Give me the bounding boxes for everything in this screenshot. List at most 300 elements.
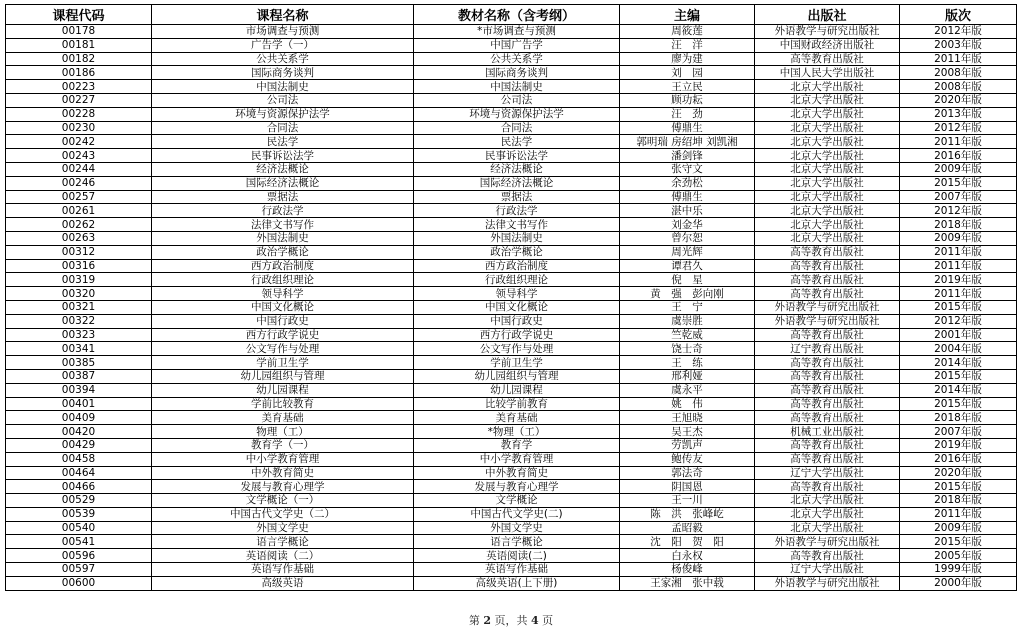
cell-course-name: 西方政治制度	[152, 259, 414, 273]
cell-textbook-name: 高级英语(上下册)	[414, 576, 620, 590]
cell-publisher: 北京大学出版社	[755, 107, 900, 121]
cell-edition: 2015年版	[900, 535, 1017, 549]
cell-course-name: 中国文化概论	[152, 300, 414, 314]
cell-course-name: 学前比较教育	[152, 397, 414, 411]
cell-course-code: 00596	[6, 549, 152, 563]
cell-publisher: 北京大学出版社	[755, 218, 900, 232]
cell-publisher: 北京大学出版社	[755, 494, 900, 508]
cell-edition: 2003年版	[900, 38, 1017, 52]
table-row	[6, 438, 1017, 452]
cell-course-name: 中小学教育管理	[152, 452, 414, 466]
cell-editor: 沈 阳 贺 阳	[620, 535, 755, 549]
table-row	[6, 466, 1017, 480]
course-textbook-table	[5, 4, 1017, 591]
table-row	[6, 480, 1017, 494]
cell-publisher: 北京大学出版社	[755, 521, 900, 535]
table-body	[6, 25, 1017, 591]
cell-course-name: 环境与资源保护法学	[152, 107, 414, 121]
cell-editor: 王 宁	[620, 300, 755, 314]
cell-edition: 2005年版	[900, 549, 1017, 563]
cell-textbook-name: 中国行政史	[414, 314, 620, 328]
cell-publisher: 北京大学出版社	[755, 121, 900, 135]
cell-course-name: 幼儿园课程	[152, 383, 414, 397]
cell-course-code: 00341	[6, 342, 152, 356]
cell-textbook-name: 中小学教育管理	[414, 452, 620, 466]
cell-course-code: 00541	[6, 535, 152, 549]
cell-editor: 王 练	[620, 356, 755, 370]
table-row	[6, 204, 1017, 218]
cell-course-name: 公文写作与处理	[152, 342, 414, 356]
cell-editor: 竺乾威	[620, 328, 755, 342]
cell-edition: 2016年版	[900, 149, 1017, 163]
cell-course-name: 中外教育简史	[152, 466, 414, 480]
cell-course-name: 合同法	[152, 121, 414, 135]
cell-editor: 阴国恩	[620, 480, 755, 494]
cell-textbook-name: *物理（工）	[414, 425, 620, 439]
cell-editor: 倪 星	[620, 273, 755, 287]
cell-editor: 王一川	[620, 494, 755, 508]
cell-textbook-name: 美育基础	[414, 411, 620, 425]
cell-course-code: 00263	[6, 231, 152, 245]
footer-current-page: 2	[483, 614, 491, 627]
cell-publisher: 辽宁教育出版社	[755, 342, 900, 356]
cell-textbook-name: 语言学概论	[414, 535, 620, 549]
cell-editor: 傅鼎生	[620, 190, 755, 204]
cell-course-code: 00401	[6, 397, 152, 411]
cell-publisher: 高等教育出版社	[755, 328, 900, 342]
table-row	[6, 25, 1017, 39]
cell-course-name: 政治学概论	[152, 245, 414, 259]
cell-course-name: 语言学概论	[152, 535, 414, 549]
cell-course-code: 00223	[6, 80, 152, 94]
cell-course-code: 00262	[6, 218, 152, 232]
cell-publisher: 北京大学出版社	[755, 507, 900, 521]
cell-edition: 2013年版	[900, 107, 1017, 121]
cell-editor: 劳凯声	[620, 438, 755, 452]
cell-textbook-name: 外国法制史	[414, 231, 620, 245]
cell-editor: 曾尔恕	[620, 231, 755, 245]
cell-editor: 孟昭毅	[620, 521, 755, 535]
cell-textbook-name: 政治学概论	[414, 245, 620, 259]
cell-textbook-name: 英语阅读(二)	[414, 549, 620, 563]
cell-publisher: 高等教育出版社	[755, 383, 900, 397]
cell-publisher: 中国财政经济出版社	[755, 38, 900, 52]
cell-textbook-name: 学前卫生学	[414, 356, 620, 370]
cell-textbook-name: 发展与教育心理学	[414, 480, 620, 494]
cell-textbook-name: 国际经济法概论	[414, 176, 620, 190]
cell-course-code: 00458	[6, 452, 152, 466]
cell-course-code: 00322	[6, 314, 152, 328]
header-edition: 版次	[900, 5, 1017, 25]
cell-course-name: 行政法学	[152, 204, 414, 218]
cell-course-code: 00321	[6, 300, 152, 314]
cell-publisher: 高等教育出版社	[755, 273, 900, 287]
table-row	[6, 452, 1017, 466]
cell-course-name: 经济法概论	[152, 162, 414, 176]
cell-textbook-name: 行政组织理论	[414, 273, 620, 287]
cell-course-name: 学前卫生学	[152, 356, 414, 370]
cell-edition: 2020年版	[900, 93, 1017, 107]
cell-publisher: 北京大学出版社	[755, 93, 900, 107]
cell-publisher: 高等教育出版社	[755, 438, 900, 452]
cell-textbook-name: 合同法	[414, 121, 620, 135]
cell-edition: 2012年版	[900, 121, 1017, 135]
cell-course-name: 外国文学史	[152, 521, 414, 535]
table-row	[6, 535, 1017, 549]
cell-course-code: 00420	[6, 425, 152, 439]
table-row	[6, 259, 1017, 273]
cell-course-code: 00246	[6, 176, 152, 190]
cell-editor: 周筱莲	[620, 25, 755, 39]
cell-edition: 2015年版	[900, 176, 1017, 190]
cell-edition: 2019年版	[900, 438, 1017, 452]
cell-editor: 邢利娅	[620, 369, 755, 383]
cell-course-code: 00257	[6, 190, 152, 204]
cell-edition: 2011年版	[900, 507, 1017, 521]
cell-textbook-name: 公司法	[414, 93, 620, 107]
cell-edition: 2007年版	[900, 425, 1017, 439]
cell-edition: 2012年版	[900, 314, 1017, 328]
cell-course-code: 00597	[6, 563, 152, 577]
header-course-name: 课程名称	[152, 5, 414, 25]
cell-editor: 郭明瑞 房绍坤 刘凯湘	[620, 135, 755, 149]
cell-course-name: 幼儿园组织与管理	[152, 369, 414, 383]
cell-publisher: 高等教育出版社	[755, 549, 900, 563]
cell-course-code: 00261	[6, 204, 152, 218]
table-row	[6, 397, 1017, 411]
cell-edition: 2016年版	[900, 452, 1017, 466]
table-row	[6, 218, 1017, 232]
cell-course-code: 00178	[6, 25, 152, 39]
cell-textbook-name: 文学概论	[414, 494, 620, 508]
cell-course-code: 00385	[6, 356, 152, 370]
cell-course-name: 物理（工）	[152, 425, 414, 439]
cell-course-name: 公司法	[152, 93, 414, 107]
cell-course-code: 00464	[6, 466, 152, 480]
table-row	[6, 411, 1017, 425]
cell-textbook-name: 环境与资源保护法学	[414, 107, 620, 121]
cell-editor: 鲍传友	[620, 452, 755, 466]
cell-course-name: 中国行政史	[152, 314, 414, 328]
cell-editor: 潘剑锋	[620, 149, 755, 163]
header-publisher: 出版社	[755, 5, 900, 25]
table-row	[6, 494, 1017, 508]
cell-publisher: 外语教学与研究出版社	[755, 576, 900, 590]
cell-publisher: 高等教育出版社	[755, 397, 900, 411]
cell-editor: 周光辉	[620, 245, 755, 259]
cell-editor: 陈 洪 张峰屹	[620, 507, 755, 521]
cell-course-code: 00228	[6, 107, 152, 121]
cell-course-name: 文学概论（一）	[152, 494, 414, 508]
cell-course-code: 00181	[6, 38, 152, 52]
cell-editor: 虞崇胜	[620, 314, 755, 328]
cell-editor: 汪 劲	[620, 107, 755, 121]
cell-textbook-name: 外国文学史	[414, 521, 620, 535]
table-row	[6, 356, 1017, 370]
cell-textbook-name: 教育学	[414, 438, 620, 452]
cell-textbook-name: 行政法学	[414, 204, 620, 218]
cell-course-code: 00227	[6, 93, 152, 107]
cell-publisher: 外语教学与研究出版社	[755, 25, 900, 39]
cell-publisher: 高等教育出版社	[755, 356, 900, 370]
cell-textbook-name: *市场调查与预测	[414, 25, 620, 39]
cell-edition: 2009年版	[900, 521, 1017, 535]
cell-publisher: 高等教育出版社	[755, 411, 900, 425]
cell-publisher: 辽宁大学出版社	[755, 563, 900, 577]
cell-publisher: 中国人民大学出版社	[755, 66, 900, 80]
cell-edition: 2008年版	[900, 80, 1017, 94]
cell-course-name: 市场调查与预测	[152, 25, 414, 39]
cell-course-code: 00182	[6, 52, 152, 66]
cell-textbook-name: 中国法制史	[414, 80, 620, 94]
table-header-row	[6, 5, 1017, 25]
cell-edition: 2015年版	[900, 480, 1017, 494]
cell-edition: 2014年版	[900, 383, 1017, 397]
cell-editor: 王家湘 张中载	[620, 576, 755, 590]
cell-editor: 刘金华	[620, 218, 755, 232]
cell-editor: 刘 园	[620, 66, 755, 80]
cell-edition: 2009年版	[900, 162, 1017, 176]
cell-textbook-name: 民事诉讼法学	[414, 149, 620, 163]
cell-course-code: 00429	[6, 438, 152, 452]
cell-course-name: 行政组织理论	[152, 273, 414, 287]
cell-textbook-name: 法律文书写作	[414, 218, 620, 232]
cell-editor: 郭法奇	[620, 466, 755, 480]
cell-edition: 2018年版	[900, 494, 1017, 508]
cell-publisher: 北京大学出版社	[755, 190, 900, 204]
cell-edition: 2011年版	[900, 135, 1017, 149]
cell-editor: 杨俊峰	[620, 563, 755, 577]
cell-course-name: 民事诉讼法学	[152, 149, 414, 163]
table-row	[6, 93, 1017, 107]
cell-edition: 2011年版	[900, 245, 1017, 259]
cell-course-code: 00312	[6, 245, 152, 259]
table-row	[6, 314, 1017, 328]
cell-edition: 2015年版	[900, 397, 1017, 411]
cell-course-name: 法律文书写作	[152, 218, 414, 232]
cell-textbook-name: 领导科学	[414, 287, 620, 301]
cell-publisher: 辽宁大学出版社	[755, 466, 900, 480]
cell-course-name: 英语阅读（二）	[152, 549, 414, 563]
cell-textbook-name: 西方政治制度	[414, 259, 620, 273]
cell-course-code: 00320	[6, 287, 152, 301]
cell-edition: 2008年版	[900, 66, 1017, 80]
cell-course-code: 00600	[6, 576, 152, 590]
table-row	[6, 576, 1017, 590]
cell-edition: 2001年版	[900, 328, 1017, 342]
cell-publisher: 北京大学出版社	[755, 231, 900, 245]
cell-textbook-name: 经济法概论	[414, 162, 620, 176]
cell-editor: 饶士奇	[620, 342, 755, 356]
cell-publisher: 高等教育出版社	[755, 287, 900, 301]
header-textbook-name: 教材名称（含考纲）	[414, 5, 620, 25]
table-row	[6, 300, 1017, 314]
cell-textbook-name: 幼儿园组织与管理	[414, 369, 620, 383]
cell-editor: 王旭晓	[620, 411, 755, 425]
cell-course-name: 领导科学	[152, 287, 414, 301]
table-row	[6, 425, 1017, 439]
cell-course-name: 中国古代文学史（二）	[152, 507, 414, 521]
cell-publisher: 外语教学与研究出版社	[755, 300, 900, 314]
cell-publisher: 北京大学出版社	[755, 149, 900, 163]
cell-course-code: 00242	[6, 135, 152, 149]
cell-course-name: 国际经济法概论	[152, 176, 414, 190]
cell-publisher: 北京大学出版社	[755, 162, 900, 176]
cell-editor: 白永权	[620, 549, 755, 563]
cell-textbook-name: 中外教育简史	[414, 466, 620, 480]
cell-publisher: 机械工业出版社	[755, 425, 900, 439]
header-editor: 主编	[620, 5, 755, 25]
table-row	[6, 369, 1017, 383]
cell-edition: 2000年版	[900, 576, 1017, 590]
table-row	[6, 190, 1017, 204]
cell-course-code: 00529	[6, 494, 152, 508]
cell-textbook-name: 票据法	[414, 190, 620, 204]
cell-course-name: 西方行政学说史	[152, 328, 414, 342]
table-row	[6, 549, 1017, 563]
cell-course-code: 00540	[6, 521, 152, 535]
cell-textbook-name: 公共关系学	[414, 52, 620, 66]
cell-edition: 2011年版	[900, 287, 1017, 301]
cell-edition: 2004年版	[900, 342, 1017, 356]
cell-course-name: 教育学（一）	[152, 438, 414, 452]
table-row	[6, 245, 1017, 259]
table-row	[6, 80, 1017, 94]
cell-course-code: 00186	[6, 66, 152, 80]
cell-editor: 姚 伟	[620, 397, 755, 411]
cell-course-name: 公共关系学	[152, 52, 414, 66]
cell-course-code: 00243	[6, 149, 152, 163]
cell-publisher: 北京大学出版社	[755, 80, 900, 94]
cell-edition: 2007年版	[900, 190, 1017, 204]
cell-editor: 余劲松	[620, 176, 755, 190]
cell-course-code: 00466	[6, 480, 152, 494]
cell-edition: 2015年版	[900, 369, 1017, 383]
cell-course-code: 00539	[6, 507, 152, 521]
cell-editor: 湛中乐	[620, 204, 755, 218]
cell-publisher: 北京大学出版社	[755, 176, 900, 190]
cell-course-name: 广告学（一）	[152, 38, 414, 52]
cell-edition: 2020年版	[900, 466, 1017, 480]
cell-editor: 廖为建	[620, 52, 755, 66]
cell-textbook-name: 西方行政学说史	[414, 328, 620, 342]
cell-course-code: 00230	[6, 121, 152, 135]
cell-textbook-name: 中国古代文学史(二)	[414, 507, 620, 521]
cell-course-name: 票据法	[152, 190, 414, 204]
cell-publisher: 高等教育出版社	[755, 369, 900, 383]
table-row	[6, 52, 1017, 66]
table-row	[6, 383, 1017, 397]
cell-publisher: 高等教育出版社	[755, 52, 900, 66]
cell-course-name: 中国法制史	[152, 80, 414, 94]
cell-textbook-name: 幼儿园课程	[414, 383, 620, 397]
cell-textbook-name: 公文写作与处理	[414, 342, 620, 356]
cell-editor: 顾功耘	[620, 93, 755, 107]
cell-course-code: 00323	[6, 328, 152, 342]
cell-publisher: 高等教育出版社	[755, 259, 900, 273]
cell-course-code: 00409	[6, 411, 152, 425]
footer-total-pages: 4	[531, 614, 539, 627]
cell-publisher: 高等教育出版社	[755, 480, 900, 494]
cell-editor: 谭君久	[620, 259, 755, 273]
cell-textbook-name: 民法学	[414, 135, 620, 149]
cell-course-name: 高级英语	[152, 576, 414, 590]
cell-editor: 虞永平	[620, 383, 755, 397]
page-number-footer	[0, 612, 1022, 628]
table-row	[6, 342, 1017, 356]
cell-edition: 2019年版	[900, 273, 1017, 287]
cell-course-name: 发展与教育心理学	[152, 480, 414, 494]
footer-middle: 页，共	[491, 614, 531, 627]
cell-editor: 张守文	[620, 162, 755, 176]
cell-textbook-name: 比较学前教育	[414, 397, 620, 411]
cell-textbook-name: 中国文化概论	[414, 300, 620, 314]
table-row	[6, 135, 1017, 149]
cell-course-name: 国际商务谈判	[152, 66, 414, 80]
table-row	[6, 521, 1017, 535]
cell-edition: 2014年版	[900, 356, 1017, 370]
cell-publisher: 北京大学出版社	[755, 135, 900, 149]
cell-edition: 2009年版	[900, 231, 1017, 245]
cell-course-code: 00316	[6, 259, 152, 273]
cell-course-name: 英语写作基础	[152, 563, 414, 577]
cell-edition: 2011年版	[900, 259, 1017, 273]
table-row	[6, 273, 1017, 287]
cell-edition: 2015年版	[900, 300, 1017, 314]
cell-editor: 汪 洋	[620, 38, 755, 52]
table-row	[6, 563, 1017, 577]
table-row	[6, 162, 1017, 176]
cell-edition: 2012年版	[900, 25, 1017, 39]
cell-course-code: 00387	[6, 369, 152, 383]
cell-course-name: 美育基础	[152, 411, 414, 425]
cell-edition: 2018年版	[900, 218, 1017, 232]
cell-edition: 2011年版	[900, 52, 1017, 66]
footer-suffix: 页	[538, 614, 554, 627]
table-row	[6, 38, 1017, 52]
cell-edition: 2018年版	[900, 411, 1017, 425]
cell-publisher: 高等教育出版社	[755, 245, 900, 259]
cell-course-code: 00244	[6, 162, 152, 176]
cell-course-name: 民法学	[152, 135, 414, 149]
table-row	[6, 287, 1017, 301]
cell-publisher: 北京大学出版社	[755, 204, 900, 218]
cell-editor: 黄 强 彭向刚	[620, 287, 755, 301]
cell-publisher: 外语教学与研究出版社	[755, 535, 900, 549]
table-row	[6, 231, 1017, 245]
cell-editor: 王立民	[620, 80, 755, 94]
cell-publisher: 高等教育出版社	[755, 452, 900, 466]
table-row	[6, 121, 1017, 135]
table-row	[6, 328, 1017, 342]
header-course-code: 课程代码	[6, 5, 152, 25]
cell-textbook-name: 国际商务谈判	[414, 66, 620, 80]
cell-course-code: 00319	[6, 273, 152, 287]
table-row	[6, 107, 1017, 121]
cell-textbook-name: 英语写作基础	[414, 563, 620, 577]
cell-course-name: 外国法制史	[152, 231, 414, 245]
cell-edition: 2012年版	[900, 204, 1017, 218]
cell-edition: 1999年版	[900, 563, 1017, 577]
cell-editor: 傅鼎生	[620, 121, 755, 135]
table-row	[6, 176, 1017, 190]
table-row	[6, 66, 1017, 80]
footer-prefix: 第	[468, 614, 484, 627]
cell-editor: 吴王杰	[620, 425, 755, 439]
cell-course-code: 00394	[6, 383, 152, 397]
table-row	[6, 507, 1017, 521]
table-row	[6, 149, 1017, 163]
